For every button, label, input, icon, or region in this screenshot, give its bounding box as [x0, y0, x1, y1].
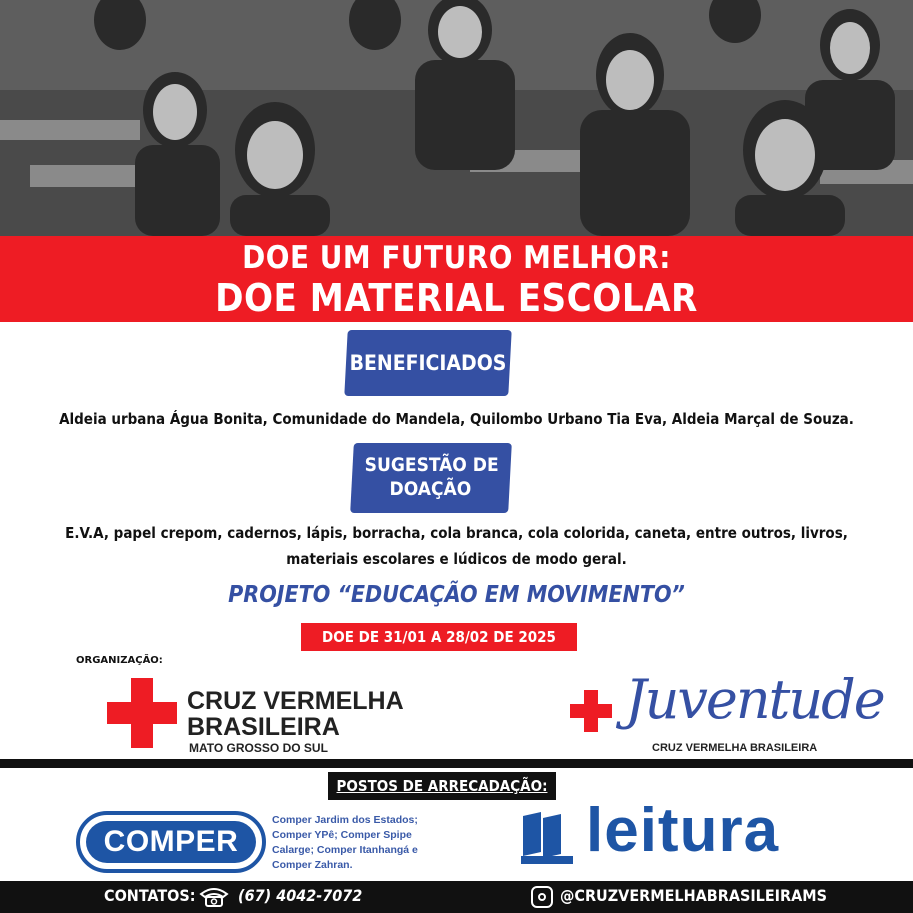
- headline-banner: [0, 236, 913, 322]
- project-title: PROJETO “EDUCAÇÃO EM MOVIMENTO”: [228, 582, 685, 608]
- cvb-subtitle: MATO GROSSO DO SUL: [189, 741, 328, 755]
- sugestao-label-line-2: DOAÇÃO: [389, 478, 472, 500]
- organizacao-label: ORGANIZAÇÃO:: [76, 655, 163, 666]
- dates-badge: DOE DE 31/01 A 28/02 DE 2025: [301, 623, 577, 651]
- sugestao-badge: [350, 443, 512, 513]
- cvb-name-line-2: BRASILEIRA: [187, 713, 340, 741]
- phone-icon: [199, 886, 229, 908]
- headline-line-2: DOE MATERIAL ESCOLAR: [215, 276, 698, 320]
- sugestao-text: E.V.A, papel crepom, cadernos, lápis, borracha, cola branca, cola colorida, caneta, entre outros, livros, materiais escolares e lúdicos de modo geral.: [65, 524, 848, 568]
- classroom-photo-illustration: [0, 0, 913, 236]
- juventude-subtitle: CRUZ VERMELHA BRASILEIRA: [652, 742, 818, 754]
- cvb-name: [187, 688, 404, 740]
- comper-logo: [76, 811, 266, 873]
- sugestao-label-line-1: SUGESTÃO DE: [364, 454, 499, 476]
- instagram-handle: @CRUZVERMELHABRASILEIRAMS: [560, 886, 827, 905]
- comper-wordmark: COMPER: [86, 821, 256, 863]
- headline-line-1: DOE UM FUTURO MELHOR:: [242, 240, 671, 276]
- phone-number: (67) 4042-7072: [238, 886, 363, 905]
- contacts-label: CONTATOS:: [104, 886, 196, 905]
- beneficiados-badge: [344, 330, 511, 396]
- postos-label: POSTOS DE ARRECADAÇÃO:: [328, 772, 556, 800]
- beneficiados-label: BENEFICIADOS: [349, 351, 507, 375]
- comper-stores-text: Comper Jardim dos Estados; Comper YPê; Comper Spipe Calarge; Comper Itanhangá e Comper Zahran.: [272, 814, 418, 871]
- cvb-name-line-1: CRUZ VERMELHA: [187, 687, 404, 715]
- footer-bar: [0, 881, 913, 913]
- red-cross-icon-vertical: [131, 678, 153, 748]
- classroom-photo: [0, 0, 913, 236]
- divider-bar: [0, 759, 913, 768]
- instagram-icon: [531, 886, 553, 908]
- juventude-wordmark: Juventude: [625, 668, 884, 731]
- juventude-cross-icon-vertical: [584, 690, 598, 732]
- leitura-wordmark: leitura: [586, 796, 780, 865]
- beneficiados-text: Aldeia urbana Água Bonita, Comunidade do Mandela, Quilombo Urbano Tia Eva, Aldeia Marçal de Souza.: [59, 410, 854, 428]
- book-icon: [519, 812, 573, 864]
